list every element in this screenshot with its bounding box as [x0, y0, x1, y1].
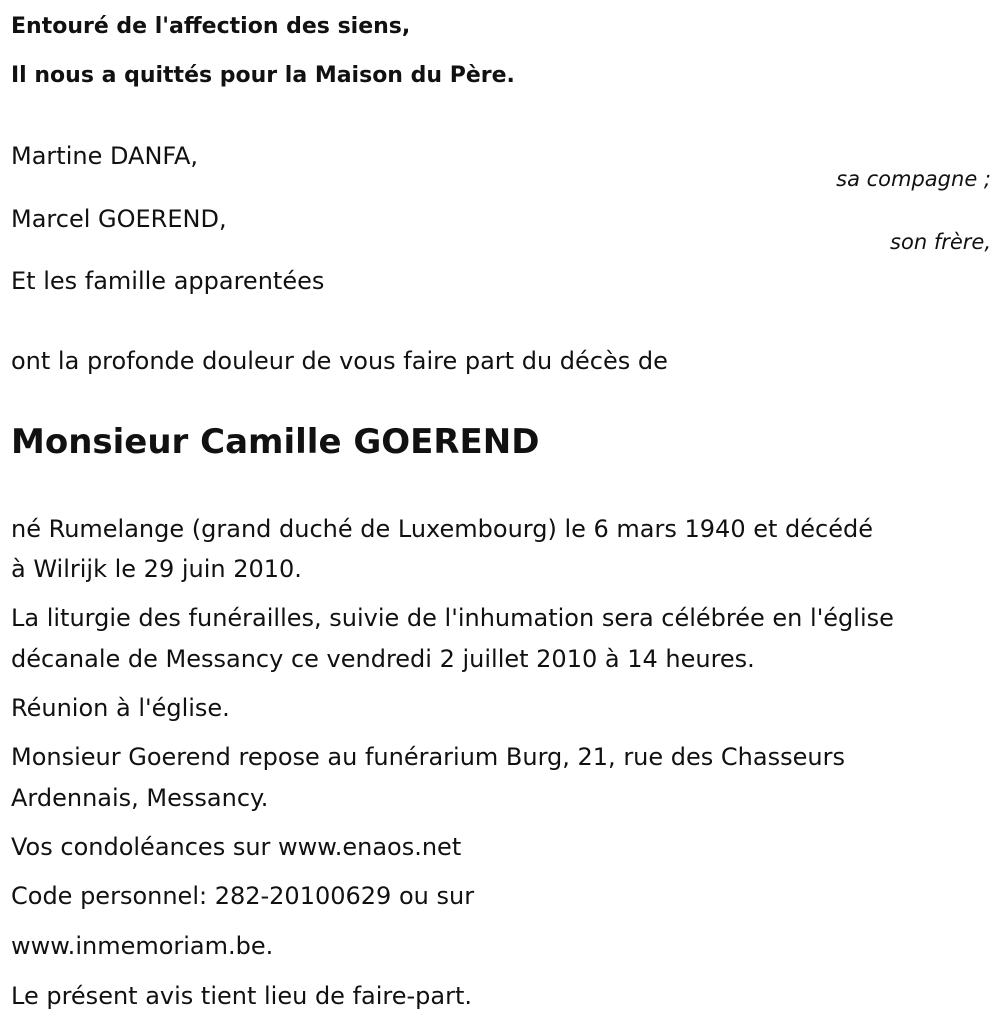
relation-martine: sa compagne ; — [836, 167, 991, 191]
personal-code-text: Code personnel: 282-20100629 ou sur — [11, 882, 475, 910]
rest-line-1: Monsieur Goerend repose au funérarium Burg, 21, rue des Chasseurs — [11, 743, 845, 771]
family-member-marcel: Marcel GOEREND, — [11, 205, 227, 233]
condolences-text: Vos condoléances sur www.enaos.net — [11, 833, 462, 861]
relation-marcel: son frère, — [890, 230, 991, 254]
deceased-name: Monsieur Camille GOEREND — [11, 422, 540, 462]
rest-line-2: Ardennais, Messancy. — [11, 784, 269, 812]
family-others: Et les famille apparentées — [11, 267, 325, 295]
family-member-martine: Martine DANFA, — [11, 142, 199, 170]
liturgy-line-2: décanale de Messancy ce vendredi 2 juillet 2010 à 14 heures. — [11, 645, 755, 673]
announcement-text: ont la profonde douleur de vous faire part du décès de — [11, 347, 668, 375]
intro-line-1: Entouré de l'affection des siens, — [11, 14, 411, 39]
birth-line-2: à Wilrijk le 29 juin 2010. — [11, 555, 302, 583]
intro-line-2: Il nous a quittés pour la Maison du Père. — [11, 63, 515, 88]
birth-line-1: né Rumelange (grand duché de Luxembourg) le 6 mars 1940 et décédé — [11, 515, 873, 543]
closing-text: Le présent avis tient lieu de faire-part. — [11, 982, 473, 1010]
meeting-text: Réunion à l'église. — [11, 694, 230, 722]
liturgy-line-1: La liturgie des funérailles, suivie de l'inhumation sera célébrée en l'église — [11, 604, 894, 632]
website-text: www.inmemoriam.be. — [11, 932, 274, 960]
